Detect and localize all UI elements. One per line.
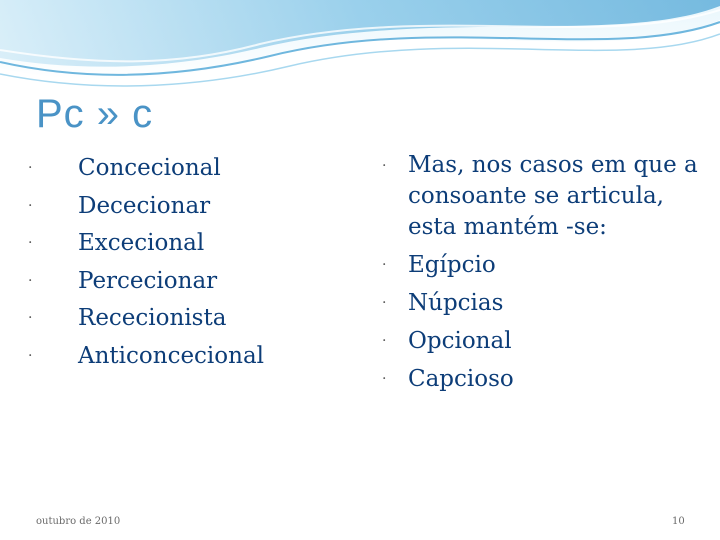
bullet-icon: · [28,310,33,326]
page-number: 10 [672,516,685,527]
list-item: · Percecionar [28,263,348,301]
bullet-icon: · [382,158,387,174]
list-item: · Capcioso [382,363,702,395]
bullet-icon: · [28,347,33,364]
right-bullet-list [382,150,702,401]
list-item: · Opcional [382,325,702,357]
bullet-icon: · [382,333,387,349]
left-bullet-list [28,150,348,375]
list-item: · Anticoncecional [28,338,348,376]
list-item: · Rececionista [28,300,348,338]
list-item: · Excecional [28,225,348,263]
bullet-icon: · [28,272,33,289]
bullet-icon: · [28,160,33,176]
list-item: · Núpcias [382,287,702,319]
bullet-icon: · [382,257,387,273]
list-item: · Egípcio [382,249,702,281]
list-item: · Mas, nos casos em que a consoante se articula, esta mantém -se: [382,152,698,240]
bullet-icon: · [28,235,33,251]
bullet-icon: · [382,295,387,311]
list-item: · Dececionar [28,188,348,226]
slide-title: Pc » c [36,92,154,136]
list-item: · Concecional [28,150,348,188]
bullet-icon: · [382,371,387,387]
footer-date: outubro de 2010 [36,516,121,527]
bullet-icon: · [28,197,33,214]
